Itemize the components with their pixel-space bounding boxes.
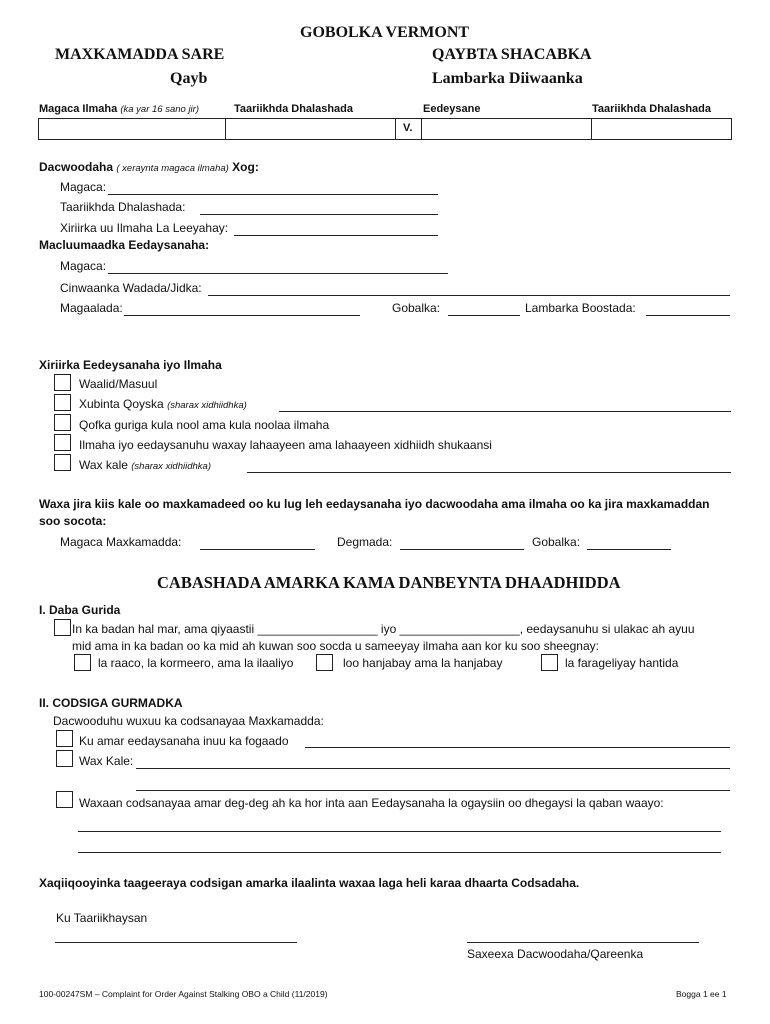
child-dob-field[interactable] (225, 118, 395, 140)
followed-checkbox[interactable] (74, 654, 91, 671)
defendant-dob-field[interactable] (591, 118, 732, 140)
plaintiff-heading-suffix: Xog: (232, 160, 259, 174)
relationship-other-checkbox[interactable] (54, 454, 71, 471)
docket-label: Lambarka Diiwaanka (432, 70, 583, 87)
relationship-household-checkbox[interactable] (54, 414, 71, 431)
child-name-field[interactable] (39, 119, 225, 139)
emergency-order-checkbox[interactable] (56, 791, 73, 808)
threatened-label: loo hanjabay ama la hanjabay (343, 656, 503, 670)
signature-field[interactable] (467, 942, 699, 943)
stalking-checkbox[interactable] (54, 619, 71, 636)
defendant-city-label: Magaalada: (60, 301, 123, 315)
stay-away-field[interactable] (305, 747, 730, 748)
date-field[interactable] (55, 942, 297, 943)
section2-heading: II. CODSIGA GURMADKA (39, 696, 183, 710)
relationship-family-field[interactable] (279, 411, 731, 412)
defendant-dob-header: Taariikhda Dhalashada (592, 103, 712, 115)
versus-cell (395, 118, 421, 140)
page-number: Bogga 1 ee 1 (676, 989, 727, 999)
relationship-other-label: Wax kale (79, 458, 128, 472)
other-cases-text-2: soo socota: (39, 514, 107, 528)
signature-label: Saxeexa Dacwoodaha/Qareenka (467, 947, 644, 961)
child-name-note: (ka yar 16 sano jir) (120, 104, 199, 115)
plaintiff-dob-label: Taariikhda Dhalashada: (60, 200, 186, 214)
other-court-name-field[interactable] (200, 549, 315, 550)
plaintiff-heading-label: Dacwoodaha (39, 160, 114, 174)
relationship-dating-checkbox[interactable] (54, 434, 71, 451)
defendant-state-label: Gobalka: (392, 301, 441, 315)
date-label: Ku Taariikhaysan (56, 911, 148, 925)
other-relief-label: Wax Kale: (79, 754, 134, 768)
relationship-other-field[interactable] (247, 472, 731, 473)
defendant-zip-label: Lambarka Boostada: (525, 301, 636, 315)
other-state-label: Gobalka: (532, 535, 581, 549)
other-relief-field-2[interactable] (136, 790, 730, 791)
relationship-other-note: (sharax xidhiidhka) (131, 461, 211, 472)
plaintiff-heading-note: ( xeraynta magaca ilmaha) (116, 163, 229, 174)
relationship-heading: Xiriirka Eedeysanaha iyo Ilmaha (39, 358, 222, 372)
section2-intro: Dacwooduhu wuxuu ka codsanayaa Maxkamadda: (53, 714, 324, 728)
defendant-address-label: Cinwaanka Wadada/Jidka: (60, 281, 202, 295)
emergency-order-label: Waxaan codsanayaa amar deg-deg ah ka hor inta aan Eedaysanaha la ogaysiin oo dhegaysi la qaban waayo: (79, 796, 664, 810)
child-name-label: Magaca Ilmaha (39, 103, 118, 115)
emergency-order-field-2[interactable] (78, 852, 721, 853)
defendant-name-field[interactable] (108, 273, 448, 274)
stay-away-checkbox[interactable] (56, 730, 73, 747)
other-relief-field-1[interactable] (136, 768, 730, 769)
relationship-household-label: Qofka guriga kula nool ama kula noolaa ilmaha (79, 418, 330, 432)
other-county-label: Degmada: (337, 535, 393, 549)
other-county-field[interactable] (400, 549, 524, 550)
emergency-order-field-1[interactable] (78, 831, 721, 832)
defendant-heading: Macluumaadka Eedaysanaha: (39, 238, 210, 252)
defendant-name-field[interactable] (421, 118, 591, 140)
property-checkbox[interactable] (541, 654, 558, 671)
other-relief-checkbox[interactable] (56, 750, 73, 767)
relationship-family-label: Xubinta Qoyska (79, 397, 164, 411)
form-id: 100-00247SM – Complaint for Order Against Stalking OBO a Child (11/2019) (39, 989, 328, 999)
child-name-header (39, 103, 199, 115)
plaintiff-name-label: Magaca: (60, 180, 107, 194)
relationship-parent-checkbox[interactable] (54, 374, 71, 391)
threatened-checkbox[interactable] (316, 654, 333, 671)
plaintiff-heading (39, 160, 259, 174)
division-name: QAYBTA SHACABKA (432, 46, 592, 63)
defendant-state-field[interactable] (448, 315, 520, 316)
court-name: MAXKAMADDA SARE (55, 46, 225, 63)
affidavit-note: Xaqiiqooyinka taageeraya codsigan amarka ilaalinta waxaa laga heli karaa dhaarta Codsadaha. (39, 876, 580, 890)
relationship-parent-label: Waalid/Masuul (79, 377, 158, 391)
other-cases-text-1: Waxa jira kiis kale oo maxkamadeed oo ku lug leh eedaysanaha iyo dacwoodaha ama ilmaha oo ka jira maxkamaddan (39, 497, 710, 511)
relationship-family-note: (sharax xidhiidhka) (167, 400, 247, 411)
unit-label: Qayb (170, 70, 208, 87)
other-state-field[interactable] (587, 549, 671, 550)
defendant-city-field[interactable] (124, 315, 360, 316)
plaintiff-dob-field[interactable] (200, 214, 438, 215)
state-title: GOBOLKA VERMONT (300, 24, 470, 41)
defendant-address-field[interactable] (208, 295, 730, 296)
section1-line1: In ka badan hal mar, ama qiyaastii __________________ iyo __________________, eedaysanuhu si ulakac ah ayuu (72, 622, 695, 636)
relationship-family-text (79, 397, 247, 411)
defendant-name-label: Magaca: (60, 259, 107, 273)
relationship-dating-label: Ilmaha iyo eedaysanuhu waxay lahaayeen ama lahaayeen xidhiidh shukaansi (79, 438, 492, 452)
relationship-other-text (79, 458, 211, 472)
defendant-header: Eedeysane (423, 103, 481, 115)
property-label: la farageliyay hantida (565, 656, 679, 670)
plaintiff-name-field[interactable] (108, 194, 438, 195)
section1-heading: I. Daba Gurida (39, 603, 121, 617)
stay-away-label: Ku amar eedaysanaha inuu ka fogaado (79, 734, 289, 748)
defendant-zip-field[interactable] (646, 315, 730, 316)
other-court-name-label: Magaca Maxkamadda: (60, 535, 182, 549)
child-dob-header: Taariikhda Dhalashada (234, 103, 354, 115)
plaintiff-relation-label: Xiriirka uu Ilmaha La Leeyahay: (60, 221, 229, 235)
document-title: CABASHADA AMARKA KAMA DANBEYNTA DHAADHIDDA (157, 573, 621, 592)
plaintiff-relation-field[interactable] (234, 235, 438, 236)
versus-label: V. (403, 122, 413, 134)
followed-label: la raaco, la kormeero, ama la ilaaliyo (98, 656, 294, 670)
section1-line2: mid ama in ka badan oo ka mid ah kuwan soo socda u sameeyay ilmaha aan kor ku soo sheegnay: (72, 639, 599, 653)
relationship-family-checkbox[interactable] (54, 394, 71, 411)
